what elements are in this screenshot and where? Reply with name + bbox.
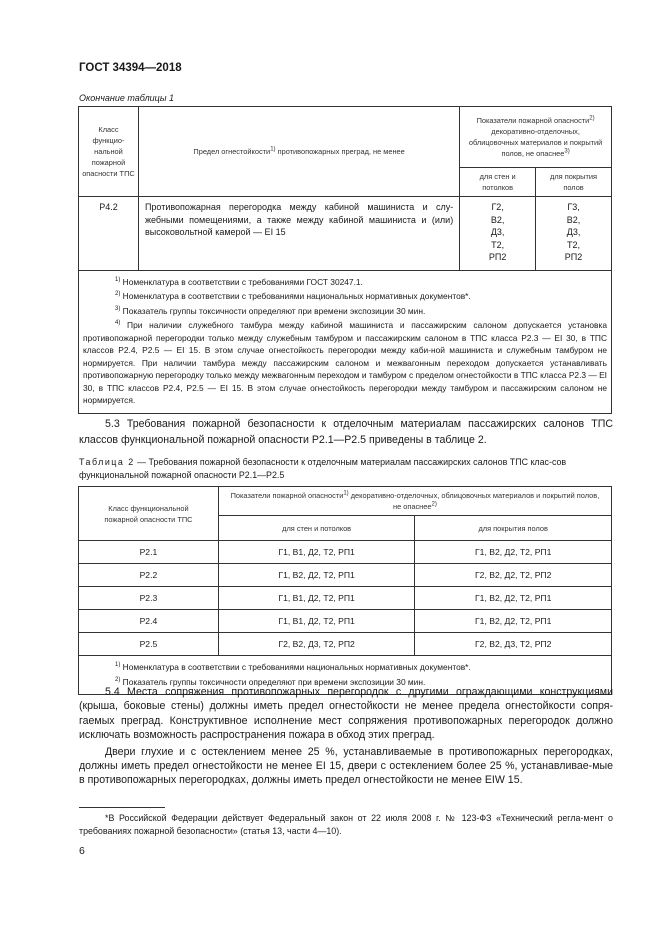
- table1-col1-header-text: Класс функцио-нальной пожарной опасности ТПС: [82, 125, 135, 178]
- table1-col2-header-tail: противопожарных преград, не менее: [275, 147, 405, 156]
- table1-group-header-sup: 2): [589, 115, 595, 122]
- table2-floors: Г1, В2, Д2, Т2, РП1: [415, 587, 612, 610]
- table-row: [79, 587, 612, 610]
- table2-sub-walls: для стен и потолков: [218, 516, 415, 541]
- table2-group-header: [218, 487, 611, 516]
- table2-class: Р2.2: [79, 564, 219, 587]
- footnote-text: Номенклатура в соответствии с требованиями национальных нормативных документов*.: [120, 291, 471, 301]
- table2-group-header-text: Показатели пожарной опасности: [230, 491, 344, 500]
- table2-class: Р2.3: [79, 587, 219, 610]
- table1-row-text: Противопожарная перегородка между кабиной машиниста и слу-жебными помещениями, а также между кабиной машиниста и (или) высоковольтной камерой — EI 15: [138, 197, 459, 271]
- table1-floors-value: Д3,: [566, 227, 581, 237]
- table1-walls-value: Д3,: [490, 227, 505, 237]
- page-number: 6: [79, 845, 85, 857]
- table2-floors: Г2, В2, Д3, Т2, РП2: [415, 633, 612, 656]
- table2-col1-header: Класс функциональной пожарной опасности ТПС: [79, 487, 219, 541]
- table1-walls-value: В2,: [490, 214, 505, 225]
- paragraph-5-4: [79, 685, 613, 790]
- table1-sub-walls: для стен и потолков: [460, 168, 536, 197]
- footnote-sup: 3): [115, 305, 121, 312]
- table1-col2-header-sup: 1): [270, 146, 276, 153]
- footnote-text: Номенклатура в соответствии с требованиями национальных нормативных документов*.: [120, 662, 471, 672]
- table1-caption: Окончание таблицы 1: [79, 93, 174, 103]
- table1-floors-value: В2,: [566, 214, 581, 225]
- table2-walls: Г2, В2, Д3, Т2, РП2: [218, 633, 415, 656]
- footnote-sup: 4): [115, 320, 121, 327]
- paragraph-5-4-part: Двери глухие и с остеклением менее 25 %, устанавливаемые в противопожарных перегородках, должны иметь предел огнестойкости не менее EI 15, двери с остеклением более 25 %, устанавливае-мые в противопожарных перегородках, должны иметь предел огнестойкости не менее EIW 15.: [79, 745, 613, 787]
- footnote-sup: 1): [115, 662, 121, 669]
- table1-walls-value: Т2,: [491, 239, 505, 250]
- table-row: [79, 633, 612, 656]
- table2-walls: Г1, В1, Д2, Т2, РП1: [218, 541, 415, 564]
- table1-group-header-text: Показатели пожарной опасности: [476, 116, 590, 125]
- table1-footnote: [83, 319, 607, 407]
- table1-footnotes: [79, 270, 612, 413]
- table1-col2-header-text: Предел огнестойкости: [193, 147, 271, 156]
- footnote-divider: [79, 807, 165, 808]
- table1: [78, 106, 612, 414]
- table2-footnote: [83, 661, 607, 674]
- paragraph-5-4-part: 5.4 Места сопряжения противопожарных перегородок с другими ограждающими конструкциями (крыша, боковые стены) должны иметь предел огнестойкости не менее предела огнестойкости сопря-гаемых преград. Конструктивное исполнение мест сопряжения противопожарных перегородок должно исключать возможность распространения пожара в обход этих преград.: [79, 686, 613, 742]
- table2-caption: [79, 456, 613, 481]
- table1-row-walls: [460, 197, 536, 271]
- table-row: [79, 197, 612, 271]
- footnote-sup: 2): [115, 676, 121, 683]
- table-row: [79, 564, 612, 587]
- table2-class: Р2.5: [79, 633, 219, 656]
- table2-walls: Г1, В1, Д2, Т2, РП1: [218, 587, 415, 610]
- table1-floors-value: Т2,: [567, 239, 581, 250]
- table2-walls: Г1, В2, Д2, Т2, РП1: [218, 564, 415, 587]
- table-row: [79, 541, 612, 564]
- document-header: ГОСТ 34394—2018: [79, 62, 182, 74]
- table1-walls-value: Г2,: [491, 202, 504, 212]
- table2-caption-text: — Требования пожарной безопасности к отделочным материалам пассажирских салонов ТПС клас-сов функциональной пожарной опасности Р2.1—Р2.5: [79, 457, 567, 480]
- footnote-text: Показатель группы токсичности определяют при времени экспозиции 30 мин.: [120, 676, 426, 687]
- table1-footnotes-row: [79, 270, 612, 413]
- table1-floors-value: Г3,: [567, 202, 580, 212]
- table2-floors: Г1, В2, Д2, Т2, РП1: [415, 541, 612, 564]
- table1-footnote: [83, 305, 607, 318]
- paragraph-5-3: 5.3 Требования пожарной безопасности к отделочным материалам пассажирских салонов ТПС классов функциональной пожарной опасности Р2.1—Р2.5 приведены в таблице 2.: [79, 418, 613, 446]
- footnote-sup: 1): [115, 276, 121, 283]
- table2-walls: Г1, В1, Д2, Т2, РП1: [218, 610, 415, 633]
- table1-group-header-tail: декоративно-отделочных, облицовочных материалов и покрытий полов, не опаснее: [468, 127, 603, 158]
- table2-sub-floors: для покрытия полов: [415, 516, 612, 541]
- table1-header-row: [79, 107, 612, 168]
- table2-group-header-sup2: 2): [431, 501, 437, 508]
- table1-col2-header: [138, 107, 459, 197]
- table2-class: Р2.1: [79, 541, 219, 564]
- table2: [78, 486, 612, 695]
- table1-group-header-sup2: 3): [564, 148, 570, 155]
- table2-caption-lead: Таблица 2: [79, 457, 135, 467]
- table2-group-header-sup: 1): [343, 490, 349, 497]
- page-footnote: *В Российской Федерации действует Федеральный закон от 22 июля 2008 г. № 123-ФЗ «Технический регла-мент о требованиях пожарной безопасности» (статья 13, части 4—10).: [79, 813, 613, 836]
- footnote-text: При наличии служебного тамбура между кабиной машиниста и пассажирским салоном допускается установка противопожарной перегородки только между служебным тамбуром и пассажирским салоном в ТПС класса Р2.3 — EI 30, в ТПС классов Р2.4, Р2.5 — EI 15. В этом случае огнестойкость перегородки между каби-ной машиниста и служебным тамбуром не нормируется. При наличии тамбура между пассажирским салоном и межвагонным переходом допускается устанавливать противопожарную перегородку только между межвагонным переходом и тамбуром с пределом огнестойкости в ТПС класса Р2.3 — EI 30, в ТПС классов Р2.4, Р2.5 — EI 15. В этом случае огнестойкость перегородки между тамбуром и пассажирским салоном не нормируется.: [83, 320, 607, 405]
- table1-footnote: [83, 276, 607, 289]
- footnote-sup: 2): [115, 291, 121, 298]
- table1-row-floors: [536, 197, 612, 271]
- table1-col1-header: [79, 107, 139, 197]
- footnote-text: Номенклатура в соответствии с требованиями ГОСТ 30247.1.: [120, 276, 363, 287]
- table2-header-row: [79, 487, 612, 516]
- table2-floors: Г1, В2, Д2, Т2, РП1: [415, 610, 612, 633]
- table1-walls-value: РП2: [488, 252, 507, 262]
- table2-class: Р2.4: [79, 610, 219, 633]
- table1-row-class: Р4.2: [79, 197, 139, 271]
- table1-floors-value: РП2: [564, 252, 583, 262]
- table1-sub-floors: для покрытия полов: [536, 168, 612, 197]
- table1-footnote: [83, 290, 607, 303]
- table2-floors: Г2, В2, Д2, Т2, РП2: [415, 564, 612, 587]
- table-row: [79, 610, 612, 633]
- table2-group-header-tail: декоративно-отделочных, облицовочных материалов и покрытий полов, не опаснее: [348, 491, 600, 511]
- footnote-text: Показатель группы токсичности определяют при времени экспозиции 30 мин.: [120, 305, 426, 316]
- table1-group-header: [460, 107, 612, 168]
